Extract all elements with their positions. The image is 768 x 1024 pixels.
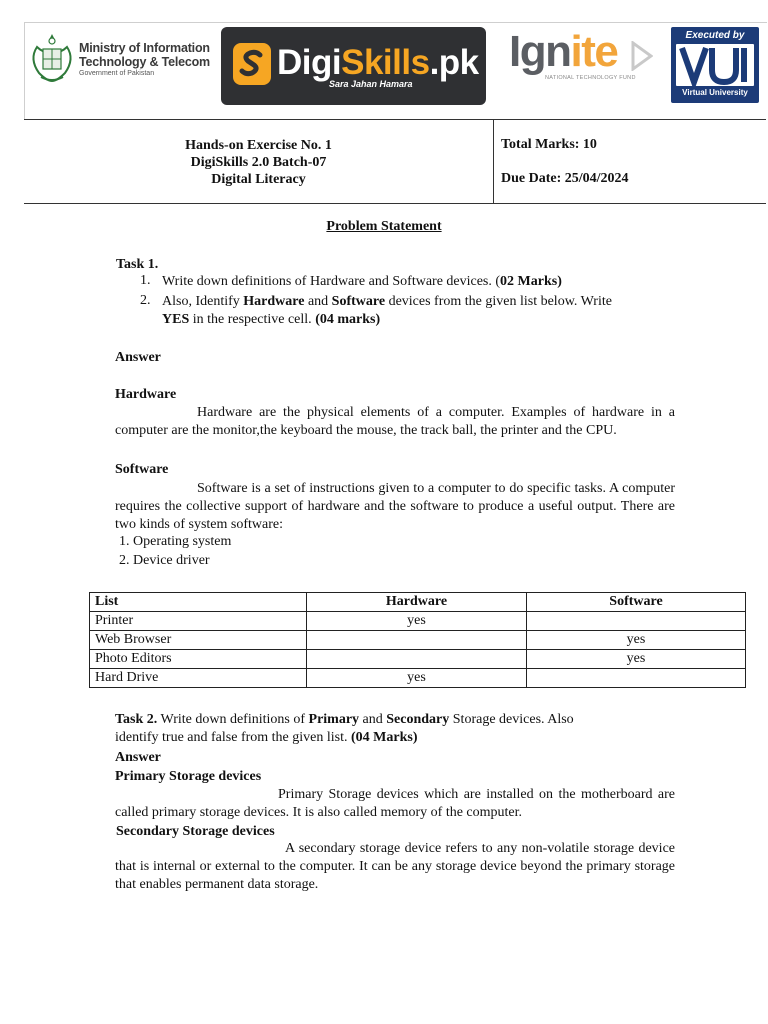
ministry-logo xyxy=(27,29,217,87)
batch-label: DigiSkills 2.0 Batch-07 xyxy=(190,155,327,170)
digiskills-tagline: Sara Jahan Hamara xyxy=(329,79,413,89)
exercise-title: Hands-on Exercise No. 1 xyxy=(185,138,332,153)
vu-letters-icon xyxy=(676,44,754,86)
primary-storage-heading: Primary Storage devices xyxy=(115,769,262,784)
ignite-word-a: Ign xyxy=(509,27,571,76)
ministry-line3: Government of Pakistan xyxy=(79,70,155,77)
table-header-hardware: Hardware xyxy=(307,593,527,612)
table-header-row xyxy=(90,593,746,612)
vu-logo xyxy=(671,27,759,103)
task2-line1: Task 2. Write down definitions of Primary and Secondary Storage devices. Also xyxy=(115,712,574,727)
table-cell-hardware xyxy=(307,631,527,650)
answer1-label: Answer xyxy=(115,350,161,365)
table-cell-item: Printer xyxy=(90,612,307,631)
table-cell-software: yes xyxy=(527,631,746,650)
due-date: Due Date: 25/04/2024 xyxy=(501,171,629,186)
digiskills-s-icon xyxy=(233,43,271,85)
problem-statement-title: Problem Statement xyxy=(326,219,442,234)
task1-item1-number: 1. xyxy=(140,273,151,288)
exercise-info xyxy=(24,137,493,188)
secondary-storage-heading: Secondary Storage devices xyxy=(116,824,275,839)
ignite-subtitle: NATIONAL TECHNOLOGY FUND xyxy=(545,75,636,81)
task1-item2-number: 2. xyxy=(140,293,151,308)
task1-heading: Task 1. xyxy=(116,257,159,272)
table-row xyxy=(90,669,746,688)
table-cell-software xyxy=(527,612,746,631)
ignite-word-b: ite xyxy=(570,27,618,76)
table-cell-hardware: yes xyxy=(307,669,527,688)
table-row xyxy=(90,612,746,631)
info-divider xyxy=(493,119,494,203)
digiskills-word-skills: Skills xyxy=(341,43,430,82)
vu-mark xyxy=(676,44,754,86)
software-paragraph: Software is a set of instructions given to a computer to do specific tasks. A computer requires the collective support of hardware and the software to produce a useful output. There are two kinds of system software: xyxy=(115,481,675,532)
table-cell-item: Photo Editors xyxy=(90,650,307,669)
task1-item2-line1: Also, Identify Hardware and Software devices from the given list below. Write xyxy=(162,294,612,309)
pakistan-emblem-icon xyxy=(27,31,77,85)
logo-bar xyxy=(24,22,767,119)
device-classification-table xyxy=(89,592,746,688)
software-list-item-1: 1. Operating system xyxy=(119,534,232,549)
table-cell-software xyxy=(527,669,746,688)
digiskills-logo xyxy=(221,27,486,105)
table-header-software: Software xyxy=(527,593,746,612)
digiskills-word-digi: Digi xyxy=(277,43,342,82)
total-marks: Total Marks: 10 xyxy=(501,137,597,152)
hardware-paragraph: Hardware are the physical elements of a computer. Examples of hardware in a computer are the monitor,the keyboard the mouse, the track ball, the printer and the CPU. xyxy=(115,405,675,438)
info-bottom-rule xyxy=(24,203,766,204)
software-heading: Software xyxy=(115,462,169,477)
table-row xyxy=(90,631,746,650)
vu-executed-by: Executed by xyxy=(685,30,745,41)
table-cell-item: Hard Drive xyxy=(90,669,307,688)
secondary-storage-paragraph: A secondary storage device refers to any non-volatile storage device that is internal or external to the computer. It can be any storage device beyond the primary storage that enables permanent data storage. xyxy=(115,841,675,892)
task1-item1: Write down definitions of Hardware and Software devices. (02 Marks) xyxy=(162,274,562,289)
table-cell-item: Web Browser xyxy=(90,631,307,650)
course-name: Digital Literacy xyxy=(211,172,306,187)
task1-item2-line2: YES in the respective cell. (04 marks) xyxy=(162,312,381,327)
answer2-label: Answer xyxy=(115,750,161,765)
ignite-logo xyxy=(509,27,659,91)
table-cell-hardware xyxy=(307,650,527,669)
vu-name: Virtual University xyxy=(682,88,748,97)
task2-line2: identify true and false from the given list. (04 Marks) xyxy=(115,730,418,745)
hardware-heading: Hardware xyxy=(115,387,177,402)
ministry-line1: Ministry of Information xyxy=(79,41,210,55)
info-top-rule xyxy=(24,119,766,120)
digiskills-word-pk: .pk xyxy=(429,43,479,82)
table-header-list: List xyxy=(90,593,307,612)
table-cell-hardware: yes xyxy=(307,612,527,631)
table-cell-software: yes xyxy=(527,650,746,669)
table-row xyxy=(90,650,746,669)
ignite-arrow-icon xyxy=(631,41,653,71)
software-list-item-2: 2. Device driver xyxy=(119,553,210,568)
primary-storage-paragraph: Primary Storage devices which are installed on the motherboard are called primary storage devices. It is also called memory of the computer. xyxy=(115,787,675,820)
ministry-line2: Technology & Telecom xyxy=(79,55,210,69)
